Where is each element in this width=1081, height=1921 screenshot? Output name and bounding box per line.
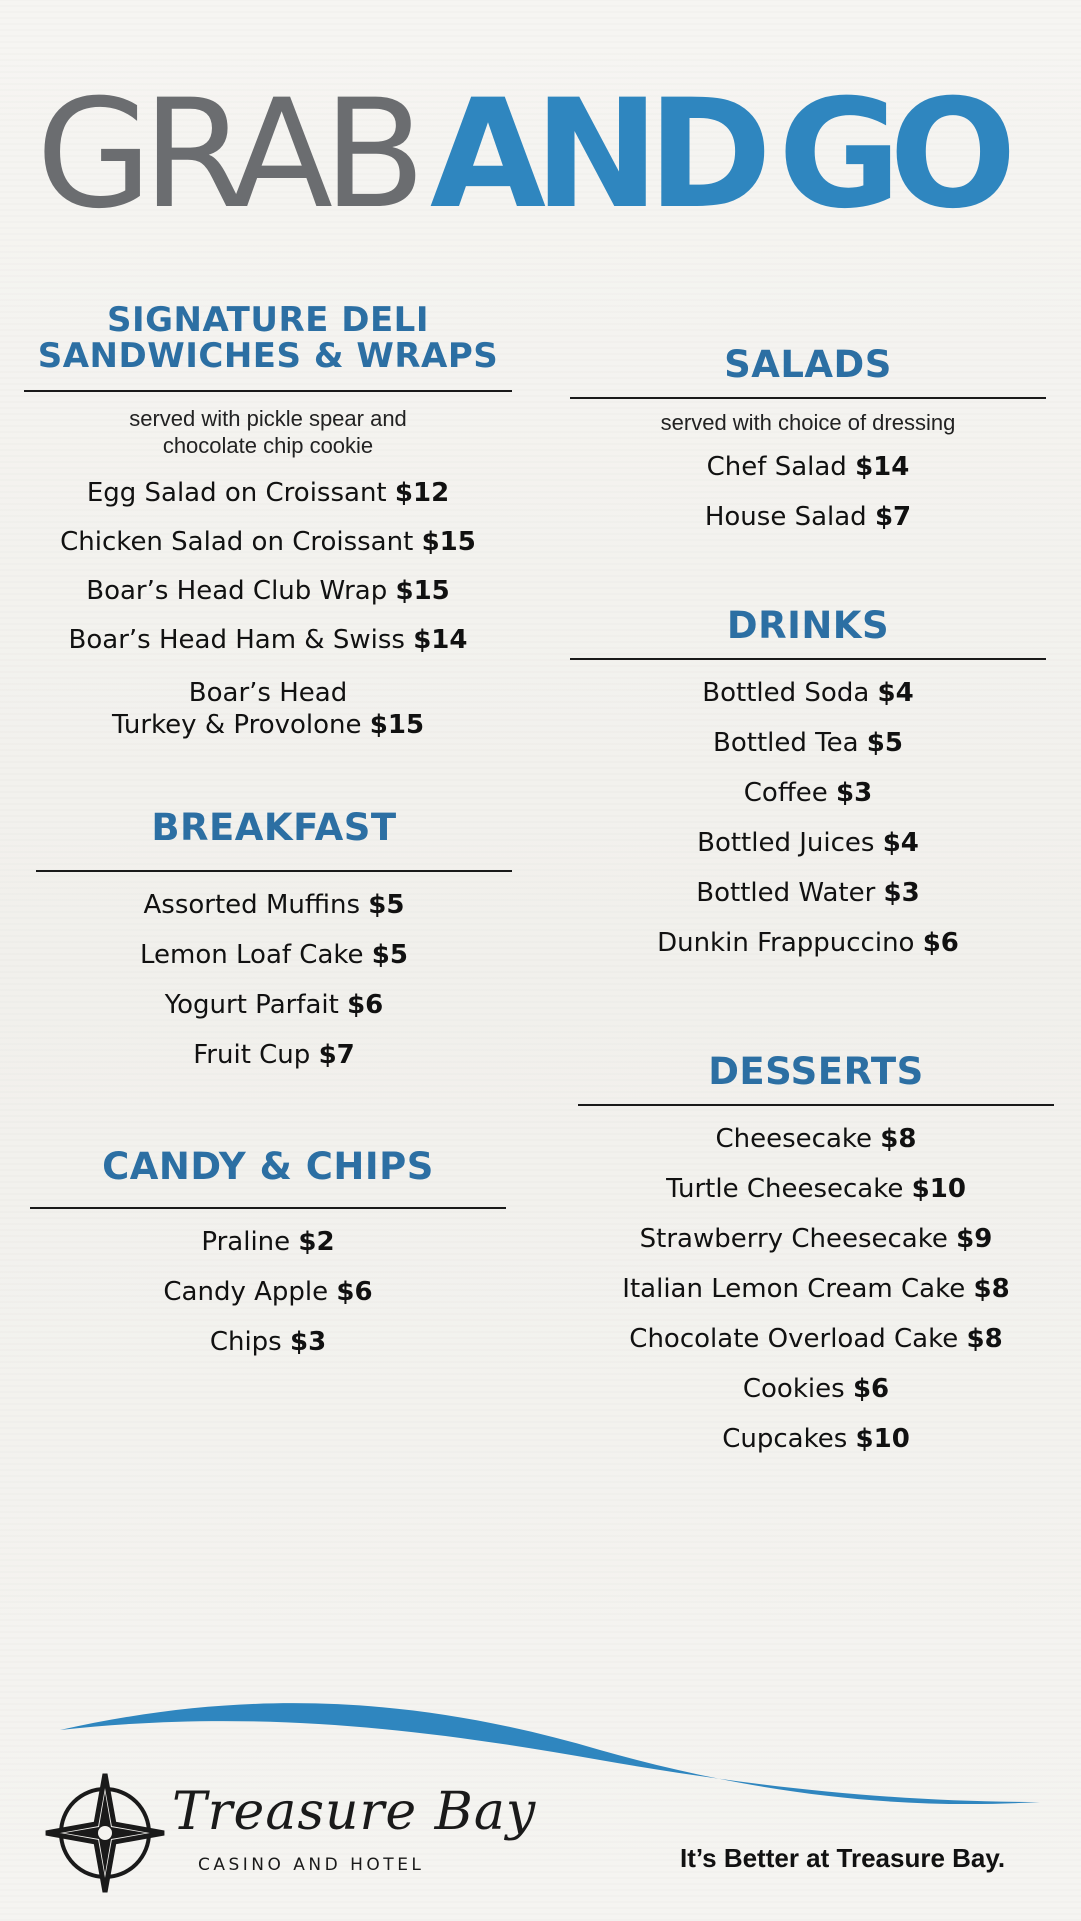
item-name: Cheesecake — [715, 1124, 873, 1154]
item-name: Chocolate Overload Cake — [629, 1324, 959, 1354]
item-name: Chef Salad — [706, 452, 847, 482]
sandwiches-note-line2: chocolate chip cookie — [162, 433, 374, 458]
item-name: Praline — [201, 1227, 291, 1257]
menu-item — [578, 1364, 1054, 1414]
item-price: $15 — [421, 527, 476, 557]
desserts-divider — [578, 1104, 1054, 1106]
menu-title — [36, 70, 1046, 240]
item-price: $9 — [956, 1224, 993, 1254]
brand-name: Treasure Bay — [172, 1782, 537, 1842]
item-name: Coffee — [743, 778, 828, 808]
item-name: Boar’s Head Club Wrap — [86, 576, 388, 606]
salads-section — [570, 345, 1046, 542]
menu-item — [578, 1414, 1054, 1464]
menu-item — [36, 880, 512, 930]
item-name: Bottled Juices — [697, 828, 875, 858]
tagline: It’s Better at Treasure Bay. — [680, 1843, 1006, 1873]
breakfast-section — [36, 808, 512, 1080]
item-price: $5 — [866, 728, 903, 758]
sandwiches-divider — [24, 390, 512, 392]
item-name: Yogurt Parfait — [164, 990, 339, 1020]
drinks-heading: DRINKS — [726, 604, 890, 647]
menu-item — [24, 567, 512, 616]
menu-item — [570, 818, 1046, 868]
menu-item — [24, 616, 512, 665]
item-price: $8 — [973, 1274, 1010, 1304]
item-price: $14 — [855, 452, 910, 482]
item-name: Strawberry Cheesecake — [639, 1224, 948, 1254]
menu-item — [570, 442, 1046, 492]
item-price: $5 — [371, 940, 408, 970]
item-price: $3 — [836, 778, 873, 808]
candy-section — [30, 1147, 506, 1367]
item-name: Bottled Soda — [702, 678, 870, 708]
item-price: $4 — [877, 678, 914, 708]
menu-item — [570, 492, 1046, 542]
item-price: $8 — [966, 1324, 1003, 1354]
menu-item — [36, 1030, 512, 1080]
sandwiches-note — [24, 405, 512, 459]
salads-note: served with choice of dressing — [660, 410, 956, 435]
desserts-section — [578, 1052, 1054, 1464]
salads-heading: SALADS — [724, 343, 892, 386]
item-price: $14 — [413, 625, 468, 655]
menu-item — [36, 930, 512, 980]
item-price: $8 — [880, 1124, 917, 1154]
drinks-section — [570, 606, 1046, 968]
menu-item — [30, 1317, 506, 1367]
sandwiches-heading-line1: SIGNATURE DELI — [107, 300, 429, 340]
menu-item — [578, 1314, 1054, 1364]
item-price: $3 — [289, 1327, 327, 1357]
item-name: Chips — [209, 1327, 282, 1357]
item-price: $10 — [911, 1174, 966, 1204]
drinks-divider — [570, 658, 1046, 660]
item-name: Boar’s Head Ham & Swiss — [68, 625, 405, 655]
item-price: $7 — [874, 502, 912, 532]
item-name: Fruit Cup — [193, 1040, 311, 1070]
menu-item — [36, 980, 512, 1030]
item-price: $2 — [298, 1227, 335, 1257]
item-price: $4 — [882, 828, 919, 858]
breakfast-list — [36, 880, 512, 1080]
menu-item — [570, 918, 1046, 968]
menu-item — [578, 1114, 1054, 1164]
item-price: $7 — [318, 1040, 355, 1070]
item-name: Bottled Water — [696, 878, 876, 908]
sandwiches-note-line1: served with pickle spear and — [129, 406, 407, 431]
salads-divider — [570, 397, 1046, 399]
sandwiches-list — [24, 469, 512, 741]
menu-item — [24, 677, 512, 741]
item-price: $12 — [394, 478, 450, 508]
item-name: Candy Apple — [163, 1277, 329, 1307]
desserts-list — [578, 1114, 1054, 1464]
breakfast-heading: BREAKFAST — [151, 806, 397, 849]
item-price: $15 — [395, 576, 450, 606]
item-price: $10 — [855, 1424, 910, 1454]
item-price: $6 — [852, 1374, 890, 1404]
candy-heading: CANDY & CHIPS — [102, 1145, 434, 1188]
menu-item — [578, 1264, 1054, 1314]
item-name-line2: Turkey & Provolone — [111, 710, 362, 740]
menu-item — [570, 668, 1046, 718]
item-price: $6 — [922, 928, 959, 958]
item-price: $6 — [347, 990, 384, 1020]
item-name: Bottled Tea — [713, 728, 859, 758]
compass-icon — [42, 1770, 168, 1896]
title-grab: GRAB — [36, 68, 416, 242]
menu-item — [570, 868, 1046, 918]
item-price: $3 — [883, 878, 920, 908]
item-name: Lemon Loaf Cake — [140, 940, 364, 970]
item-name: House Salad — [704, 502, 867, 532]
menu-item — [24, 518, 512, 567]
sandwiches-heading — [24, 302, 512, 374]
drinks-list — [570, 668, 1046, 968]
item-name-line1: Boar’s Head — [188, 678, 348, 708]
item-name: Egg Salad on Croissant — [86, 478, 387, 508]
menu-item — [570, 768, 1046, 818]
item-name: Turtle Cheesecake — [666, 1174, 904, 1204]
item-name: Italian Lemon Cream Cake — [622, 1274, 966, 1304]
candy-divider — [30, 1207, 506, 1209]
item-name: Assorted Muffins — [143, 890, 361, 920]
menu-item — [578, 1214, 1054, 1264]
item-price: $6 — [336, 1277, 373, 1307]
brand-subtitle: CASINO AND HOTEL — [198, 1855, 425, 1875]
sandwiches-heading-line2: SANDWICHES & WRAPS — [37, 336, 499, 376]
item-name: Chicken Salad on Croissant — [60, 527, 414, 557]
menu-item — [30, 1267, 506, 1317]
item-name: Dunkin Frappuccino — [657, 928, 915, 958]
menu-item — [30, 1217, 506, 1267]
item-name: Cupcakes — [722, 1424, 848, 1454]
salads-list — [570, 442, 1046, 542]
item-name: Cookies — [742, 1374, 845, 1404]
candy-list — [30, 1217, 506, 1367]
desserts-heading: DESSERTS — [708, 1050, 924, 1093]
title-go: GO — [778, 68, 1005, 242]
menu-item — [578, 1164, 1054, 1214]
title-and: AND — [429, 68, 761, 242]
menu-item — [570, 718, 1046, 768]
item-price: $5 — [368, 890, 405, 920]
menu-item — [24, 469, 512, 518]
sandwiches-section — [24, 302, 512, 741]
breakfast-divider — [36, 870, 512, 872]
item-price: $15 — [369, 710, 425, 740]
